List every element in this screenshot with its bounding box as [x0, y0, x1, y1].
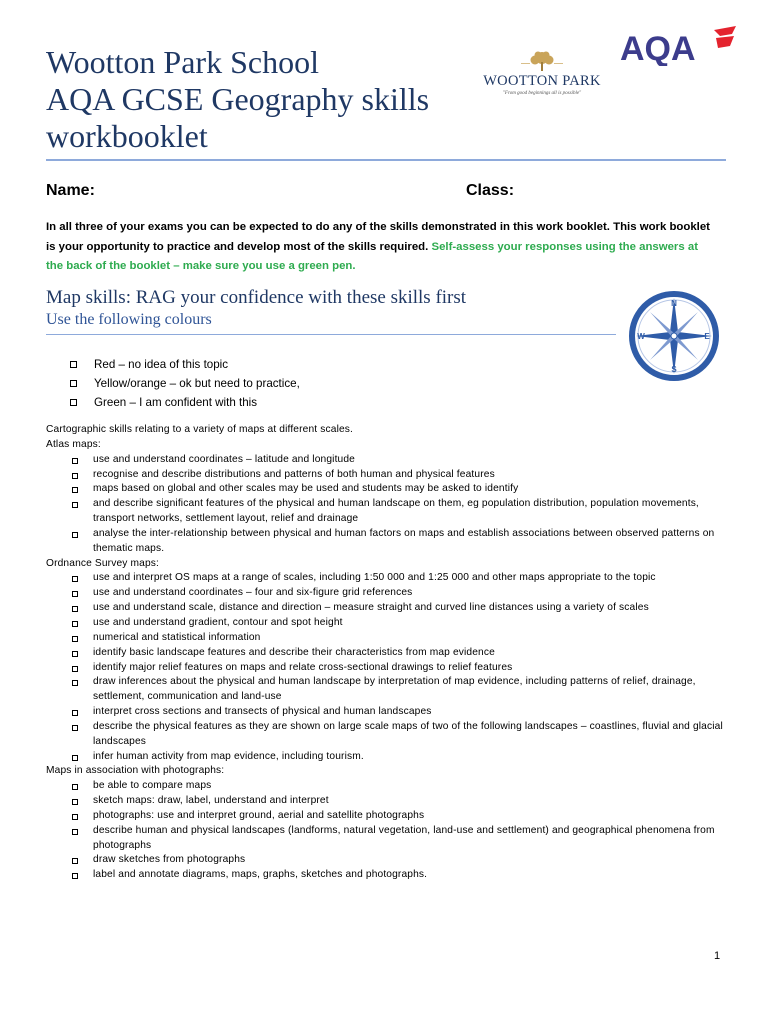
skill-item	[46, 527, 726, 557]
compass-east-label: E	[704, 332, 710, 341]
skill-item	[46, 616, 726, 631]
skill-item	[46, 453, 726, 468]
skills-intro: Cartographic skills relating to a variety of maps at different scales.	[46, 424, 354, 435]
checkbox-icon	[72, 487, 78, 493]
skill-text: describe the physical features as they are shown on large scale maps of two of the following landscapes – coastlines, fluvial and glacial landscapes	[93, 720, 723, 747]
skill-item	[46, 468, 726, 483]
checkbox-icon	[72, 799, 78, 805]
skill-text: numerical and statistical information	[93, 631, 261, 643]
title-line-2: AQA GCSE Geography skills	[46, 81, 430, 117]
skill-text: maps based on global and other scales may be used and students may be asked to identify	[93, 483, 519, 495]
category-title: Maps in association with photographs:	[46, 765, 225, 777]
skill-text: analyse the inter-relationship between physical and human factors on maps and establish associations between observed patterns on thematic maps.	[93, 527, 715, 554]
checkbox-icon	[72, 458, 78, 464]
category-title: Ordnance Survey maps:	[46, 557, 159, 569]
title-divider	[46, 159, 726, 161]
skill-text: and describe significant features of the physical and human landscape on them, eg population distribution, population movements, transport networks, settlement layout, relief and drainage	[93, 498, 699, 525]
colour-key-green-text: Green – I am confident with this	[94, 396, 258, 409]
checkbox-icon	[72, 666, 78, 672]
checkbox-icon	[72, 621, 78, 627]
colour-key-yellow-text: Yellow/orange – ok but need to practice,	[94, 377, 300, 390]
skill-text: describe human and physical landscapes (landforms, natural vegetation, land-use and settlement) and geographical phenomena from photographs	[93, 824, 715, 851]
title-line-1: Wootton Park School	[46, 44, 319, 80]
skill-item	[46, 779, 726, 794]
document-title	[46, 44, 466, 155]
skill-text: photographs: use and interpret ground, aerial and satellite photographs	[93, 809, 425, 821]
colour-key-red	[70, 355, 300, 374]
checkbox-icon	[72, 755, 78, 761]
checkbox-icon	[72, 606, 78, 612]
checkbox-icon	[72, 532, 78, 538]
skill-item	[46, 809, 726, 824]
compass-icon	[620, 290, 720, 382]
skill-item	[46, 794, 726, 809]
compass-south-label: S	[671, 365, 677, 374]
checkbox-icon	[72, 576, 78, 582]
school-logo-motto: "From good beginnings all is possible"	[502, 91, 582, 96]
section-heading: Map skills: RAG your confidence with these skills first	[46, 287, 467, 308]
colour-key-yellow	[70, 374, 300, 393]
colour-key-red-text: Red – no idea of this topic	[94, 358, 229, 371]
skill-text: draw inferences about the physical and human landscape by interpretation of map evidence, including patterns of relief, drainage, settlement, communication and land-use	[93, 676, 696, 703]
checkbox-icon	[72, 651, 78, 657]
skill-text: be able to compare maps	[93, 780, 212, 792]
intro-self-assess-note: Self-assess your responses using the answers at the back of the booklet – make sure you use a green pen.	[46, 240, 698, 272]
section-divider	[46, 334, 616, 335]
skill-item	[46, 631, 726, 646]
skill-item	[46, 482, 726, 497]
colour-key-green	[70, 393, 300, 412]
checkbox-icon	[70, 399, 77, 406]
checkbox-icon	[72, 858, 78, 864]
wootton-park-logo	[474, 50, 610, 106]
skills-list	[46, 423, 726, 883]
skill-text: recognise and describe distributions and patterns of both human and physical features	[93, 468, 495, 480]
skill-text: use and interpret OS maps at a range of scales, including 1:50 000 and 1:25 000 and other maps appropriate to the topic	[93, 572, 656, 584]
skill-text: interpret cross sections and transects of physical and human landscapes	[93, 706, 432, 718]
aqa-logo	[620, 26, 740, 66]
skill-text: draw sketches from photographs	[93, 854, 246, 866]
skill-item	[46, 868, 726, 883]
class-label: Class:	[466, 182, 515, 199]
checkbox-icon	[72, 710, 78, 716]
skill-item	[46, 497, 726, 527]
skill-text: identify major relief features on maps and relate cross-sectional drawings to relief features	[93, 661, 513, 673]
skill-item	[46, 586, 726, 601]
section-subheading: Use the following colours	[46, 311, 212, 328]
skill-item	[46, 824, 726, 854]
checkbox-icon	[72, 636, 78, 642]
skill-text: use and understand gradient, contour and spot height	[93, 616, 343, 628]
checkbox-icon	[72, 680, 78, 686]
skill-item	[46, 750, 726, 765]
checkbox-icon	[72, 725, 78, 731]
title-line-3: workbooklet	[46, 118, 208, 154]
page-number: 1	[714, 950, 721, 962]
aqa-flag-icon	[714, 26, 736, 48]
school-logo-name: WOOTTON PARK	[483, 73, 601, 89]
compass-north-label: N	[671, 299, 677, 308]
intro-text: In all three of your exams you can be expected to do any of the skills demonstrated in this work booklet. This work booklet is your opportunity to practice and develop most of the skills required.	[46, 221, 710, 253]
name-label: Name:	[46, 182, 95, 199]
skill-text: sketch maps: draw, label, understand and interpret	[93, 795, 329, 807]
checkbox-icon	[72, 502, 78, 508]
skill-item	[46, 705, 726, 720]
intro-paragraph	[46, 218, 716, 277]
checkbox-icon	[72, 814, 78, 820]
checkbox-icon	[72, 591, 78, 597]
checkbox-icon	[72, 829, 78, 835]
aqa-logo-text: AQA	[620, 30, 696, 66]
skill-text: use and understand coordinates – latitude and longitude	[93, 453, 355, 465]
skill-item	[46, 571, 726, 586]
category-maps-photographs	[46, 779, 726, 883]
checkbox-icon	[70, 380, 77, 387]
checkbox-icon	[72, 873, 78, 879]
skill-item	[46, 675, 726, 705]
skill-item	[46, 720, 726, 750]
skill-item	[46, 646, 726, 661]
checkbox-icon	[70, 361, 77, 368]
skill-text: identify basic landscape features and describe their characteristics from map evidence	[93, 646, 495, 658]
skill-text: label and annotate diagrams, maps, graphs, sketches and photographs.	[93, 869, 428, 881]
colour-key-list	[70, 355, 300, 412]
skill-text: use and understand scale, distance and direction – measure straight and curved line distances using a variety of scales	[93, 602, 649, 614]
skill-text: use and understand coordinates – four and six-figure grid references	[93, 587, 413, 599]
skill-item	[46, 853, 726, 868]
category-title: Atlas maps:	[46, 438, 101, 450]
tree-icon	[520, 50, 564, 72]
skill-item	[46, 601, 726, 616]
skill-text: infer human activity from map evidence, including tourism.	[93, 750, 364, 762]
category-ordnance-survey	[46, 571, 726, 764]
checkbox-icon	[72, 473, 78, 479]
skill-item	[46, 661, 726, 676]
checkbox-icon	[72, 784, 78, 790]
category-atlas-maps	[46, 453, 726, 557]
compass-west-label: W	[637, 332, 645, 341]
